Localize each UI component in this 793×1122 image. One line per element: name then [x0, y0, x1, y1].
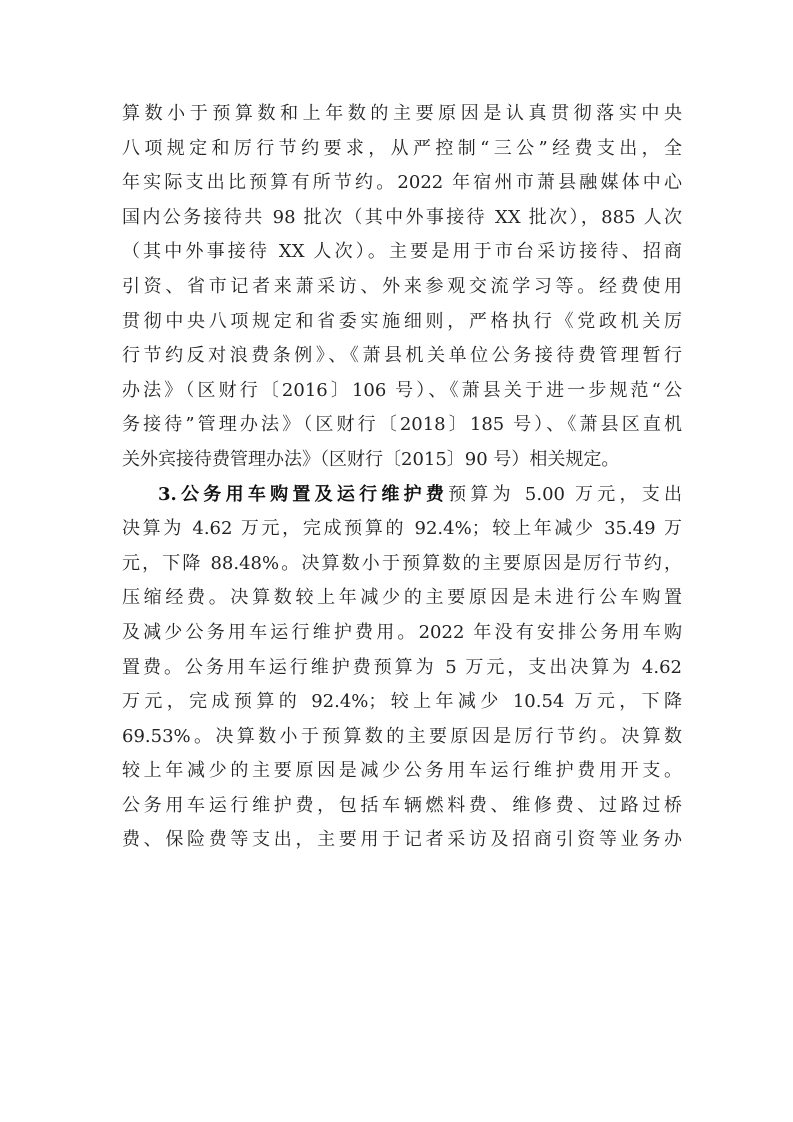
text-line: 69.53%。决算数小于预算数的主要原因是厉行节约。决算数 — [122, 725, 682, 747]
text-line: 贯彻中央八项规定和省委实施细则，严格执行《党政机关厉 — [122, 310, 682, 332]
text-line: 压缩经费。决算数较上年减少的主要原因是未进行公车购置 — [122, 587, 682, 609]
body-text — [122, 97, 682, 858]
text-line: 年实际支出比预算有所节约。2022 年宿州市萧县融媒体中心 — [122, 172, 682, 194]
text-line: 费、保险费等支出，主要用于记者采访及招商引资等业务办 — [122, 829, 682, 851]
text-line: 元，下降 88.48%。决算数小于预算数的主要原因是厉行节约， — [122, 552, 682, 574]
text-line: 务接待”管理办法》（区财行〔2018〕185 号）、《萧县区直机 — [122, 414, 682, 436]
paragraph-first-line — [122, 478, 682, 513]
text-line: 国内公务接待共 98 批次（其中外事接待 XX 批次），885 人次 — [122, 206, 682, 228]
text-line: 万元，完成预算的 92.4%；较上年减少 10.54 万元，下降 — [122, 691, 682, 713]
paragraph-hospitality — [122, 97, 682, 478]
paragraph-vehicle-costs — [122, 478, 682, 859]
text-line: 决算为 4.62 万元，完成预算的 92.4%；较上年减少 35.49 万 — [122, 518, 682, 540]
text-line: 置费。公务用车运行维护费预算为 5 万元，支出决算为 4.62 — [122, 656, 682, 678]
text-line: 行节约反对浪费条例》、《萧县机关单位公务接待费管理暂行 — [122, 345, 682, 367]
text-line: 较上年减少的主要原因是减少公务用车运行维护费用开支。 — [122, 760, 682, 782]
section-heading: 3.公务用车购置及运行维护费 — [158, 483, 449, 505]
text-line: （其中外事接待 XX 人次）。主要是用于市台采访接待、招商 — [122, 241, 682, 263]
text-line: 关外宾接待费管理办法》（区财行〔2015〕90 号）相关规定。 — [122, 448, 620, 470]
text-line: 及减少公务用车运行维护费用。2022 年没有安排公务用车购 — [122, 621, 682, 643]
text-line: 引资、省市记者来萧采访、外来参观交流学习等。经费使用 — [122, 275, 682, 297]
text-line: 算数小于预算数和上年数的主要原因是认真贯彻落实中央 — [122, 103, 682, 124]
text-run: 预算为 5.00 万元，支出 — [448, 483, 682, 505]
text-line: 八项规定和厉行节约要求，从严控制“三公”经费支出，全 — [122, 137, 682, 159]
text-line: 公务用车运行维护费，包括车辆燃料费、维修费、过路过桥 — [122, 794, 682, 816]
text-line: 办法》（区财行〔2016〕106 号）、《萧县关于进一步规范“公 — [122, 379, 682, 401]
